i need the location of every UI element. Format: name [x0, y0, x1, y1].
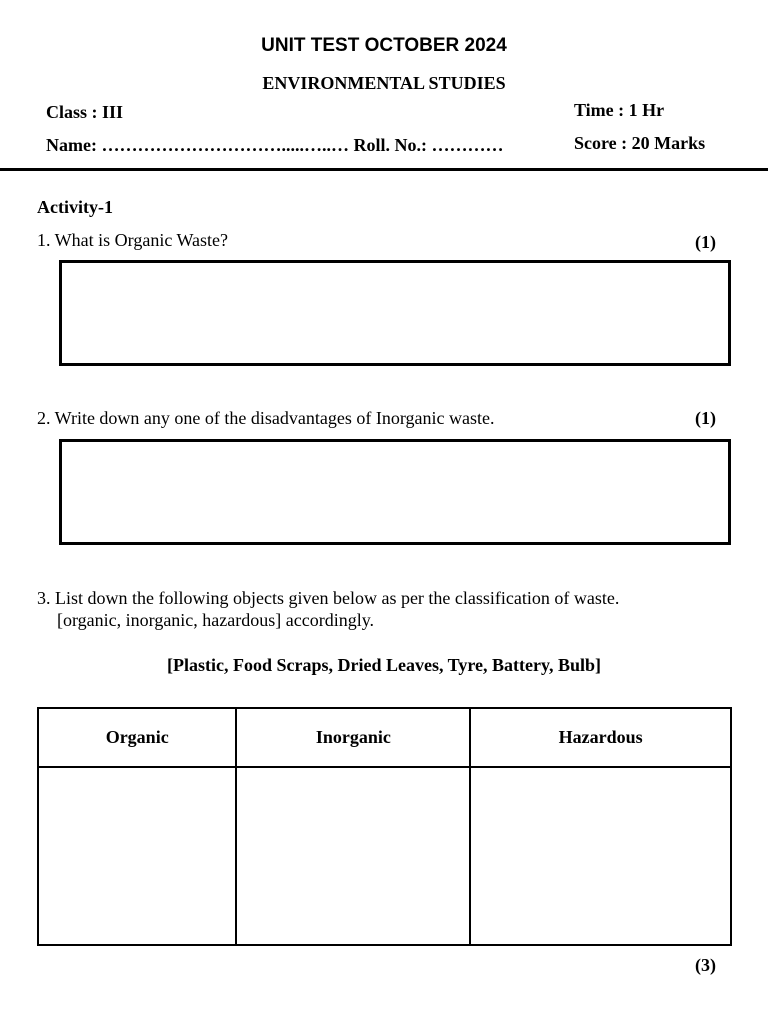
score-label: Score : 20 Marks — [574, 133, 706, 153]
activity-title: Activity-1 — [37, 197, 113, 217]
items-list: [Plastic, Food Scraps, Dried Leaves, Tyre, Battery, Bulb] — [167, 655, 601, 675]
question-1: 1. What is Organic Waste? — [37, 230, 229, 250]
question-2: 2. Write down any one of the disadvantages of Inorganic waste. — [37, 408, 495, 428]
question-3-line-2: [organic, inorganic, hazardous] accordingly. — [57, 610, 375, 630]
question-3-marks: (3) — [695, 955, 716, 975]
inorganic-answer-cell[interactable] — [236, 767, 470, 945]
class-label: Class : III — [46, 102, 124, 122]
table-header-row — [38, 708, 731, 767]
answer-box-1[interactable] — [59, 260, 731, 366]
name-roll-line: Name: ………………………….....…..… Roll. No.: ………… — [46, 135, 504, 155]
test-title: UNIT TEST OCTOBER 2024 — [261, 35, 507, 56]
header-hazardous: Hazardous — [470, 708, 731, 767]
hazardous-answer-cell[interactable] — [470, 767, 731, 945]
organic-answer-cell[interactable] — [38, 767, 236, 945]
header-inorganic: Inorganic — [236, 708, 470, 767]
question-3: 3. List down the following objects given below as per the classification of waste. — [37, 588, 620, 608]
answer-box-2[interactable] — [59, 439, 731, 545]
header-divider — [0, 168, 768, 171]
header-organic: Organic — [38, 708, 236, 767]
question-1-marks: (1) — [695, 232, 716, 252]
table-answer-row — [38, 767, 731, 945]
classification-table — [37, 707, 732, 946]
subject-title: ENVIRONMENTAL STUDIES — [262, 73, 506, 93]
time-label: Time : 1 Hr — [574, 100, 665, 120]
question-2-marks: (1) — [695, 408, 716, 428]
